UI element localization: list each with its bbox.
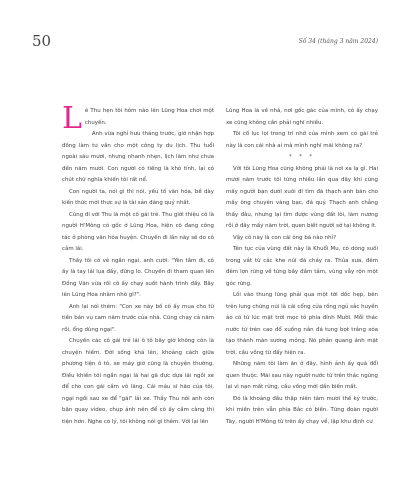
paragraph-text: ê Thu hẹn tôi hôm nào lên Lũng Hoa chơi một chuyến. xyxy=(84,108,214,126)
paragraph-first xyxy=(62,101,214,136)
paragraph: Với tôi Lũng Hoa cũng không phải là nơi xa lạ gì. Hai mươi năm trước tôi từng nhiều lần qua đây khi cùng mấy người bạn dưới xuôi đi tìm đá thạch anh bán cho mấy ông chuyên vàng bạc, đá quý. Thạch anh chẳng thấy đâu, nhưng lại tìm được vùng đất lôi, làm nương rồi ở đây mấy năm trời, quen biết người sở tại không ít. xyxy=(226,165,378,229)
paragraph: Lối vào thung lũng phải qua một tời dốc hẹp, bên trên lung chừng núi là cái cổng cửa rồng ngủ sắc huyền ảo có từ lúc mặt trời mọc tỏ phía đỉnh Mười. Mỗi thác nước từ trên cao đổ xuống nằn đá tung bọt trắng xóa tạo thành màn sương mỏng. Nó phản quang ánh mặt trời, cầu vồng từ đấy hiện ra. xyxy=(226,292,378,356)
paragraph: Vậy cô này là con cái ông bà nào nhỉ? xyxy=(233,234,336,241)
paragraph: Đó là khoảng đầu thập niên tám mươi thế kỷ trước, khi miền trên vẫn phía Bắc có biến. Từng đoàn người Tày, người H'Mông từ trên ấy chạy về, lập khu định cư xyxy=(226,395,378,425)
paragraph: Tôi cố lục lọi trong trí nhớ của mình xem có gái trẻ này là con cái nhà ai mà mình nghĩ mãi không ra? xyxy=(226,131,378,149)
issue-label: Số 34 (tháng 3 năm 2024) xyxy=(298,38,378,45)
drop-cap: L xyxy=(62,101,82,136)
article-left-column xyxy=(62,101,214,428)
paragraph: Anh lại nói thêm: "Con xe này bố cô ấy mua cho từ tiền bán vụ cam năm trước của nhà. Cũng chạy cả năm rồi, ổng dùng ngại". xyxy=(62,303,214,333)
paragraph: Lũng Hoa là về nhà, nơi gốc gác của mình, cô ấy chạy xe cũng không cần phải nghĩ nhiều. xyxy=(226,108,378,126)
paragraph: Thấy tôi có vẻ ngần ngại, anh cười: "Yên tâm đi, cô ấy là tay lái lụa đấy, đừng lo. Chuyến đi tham quan lên Đồng Văn vừa rồi cô ấy chạy suốt hành trình đấy. Bây lên Lũng Hoa nhằm nhò gì?". xyxy=(62,257,214,298)
article-right-column xyxy=(226,106,378,428)
section-separator: * * * xyxy=(289,154,315,160)
paragraph: Tên tục của vùng đất này là Khuổi Mu, có dòng suối trong vắt từ các khe núi đá chảy ra. Thủa xưa, đêm đêm lợn rừng về từng bầy đắm tắm, vùng vẫy rộn một góc rừng. xyxy=(226,246,378,287)
paragraph: Cũng đi với Thu là một cô gái trẻ. Thu giới thiệu cô là người H'Mông có gốc ở Lũng Hoa, hiện cô đang công tác ở phòng văn hóa huyện. Chuyến đi lần này sẽ do cô cắm lái. xyxy=(62,211,214,252)
paragraph: Anh vừa nghỉ hưu tháng trước, giờ nhận hợp đồng làm tư vấn cho một công ty du lịch. Thu tuổi ngoài sáu mươi, nhưng nhanh nhẹn, lịch lãm như chưa đến năm mươi. Con người có tiếng là khó tính, lại có chút chữ nghĩa khiến tôi rất nể. xyxy=(62,131,214,183)
paragraph: Chuyến các cô gái trẻ lái ô tô bây giờ không còn là chuyện hiếm. Đời sống khá lên, khoảng cách giữa phương tiện ô tô, xe máy giờ cũng là chuyện thường. Điều khiến tôi ngần ngại là hai gã đực dựa lái ngồi xe để cho con gái cầm vô lăng. Cái máu sĩ hão của tôi, ngại ngồi sau xe để "gái" lái xe. Thấy Thu nói anh còn bận quay video, chụp ảnh nên để cô ấy cầm càng thì tiện hơn. Nghe có lý, tôi không nói gì thêm. Với lại lên xyxy=(62,338,214,425)
paragraph: Con người ta, nói gì thì nói, yếu tố văn hóa, bề dày kiến thức mới thực sự là tài sản đáng quý nhất. xyxy=(62,188,214,206)
paragraph: Những năm tôi làm ăn ở đây, hình ảnh ấy quá đổi quen thuộc. Mãi sau này người nước từ trên thác ngừng lại vì nạn mất rừng, cầu vồng mới dần biến mất. xyxy=(226,361,378,390)
page-number: 50 xyxy=(32,32,52,50)
